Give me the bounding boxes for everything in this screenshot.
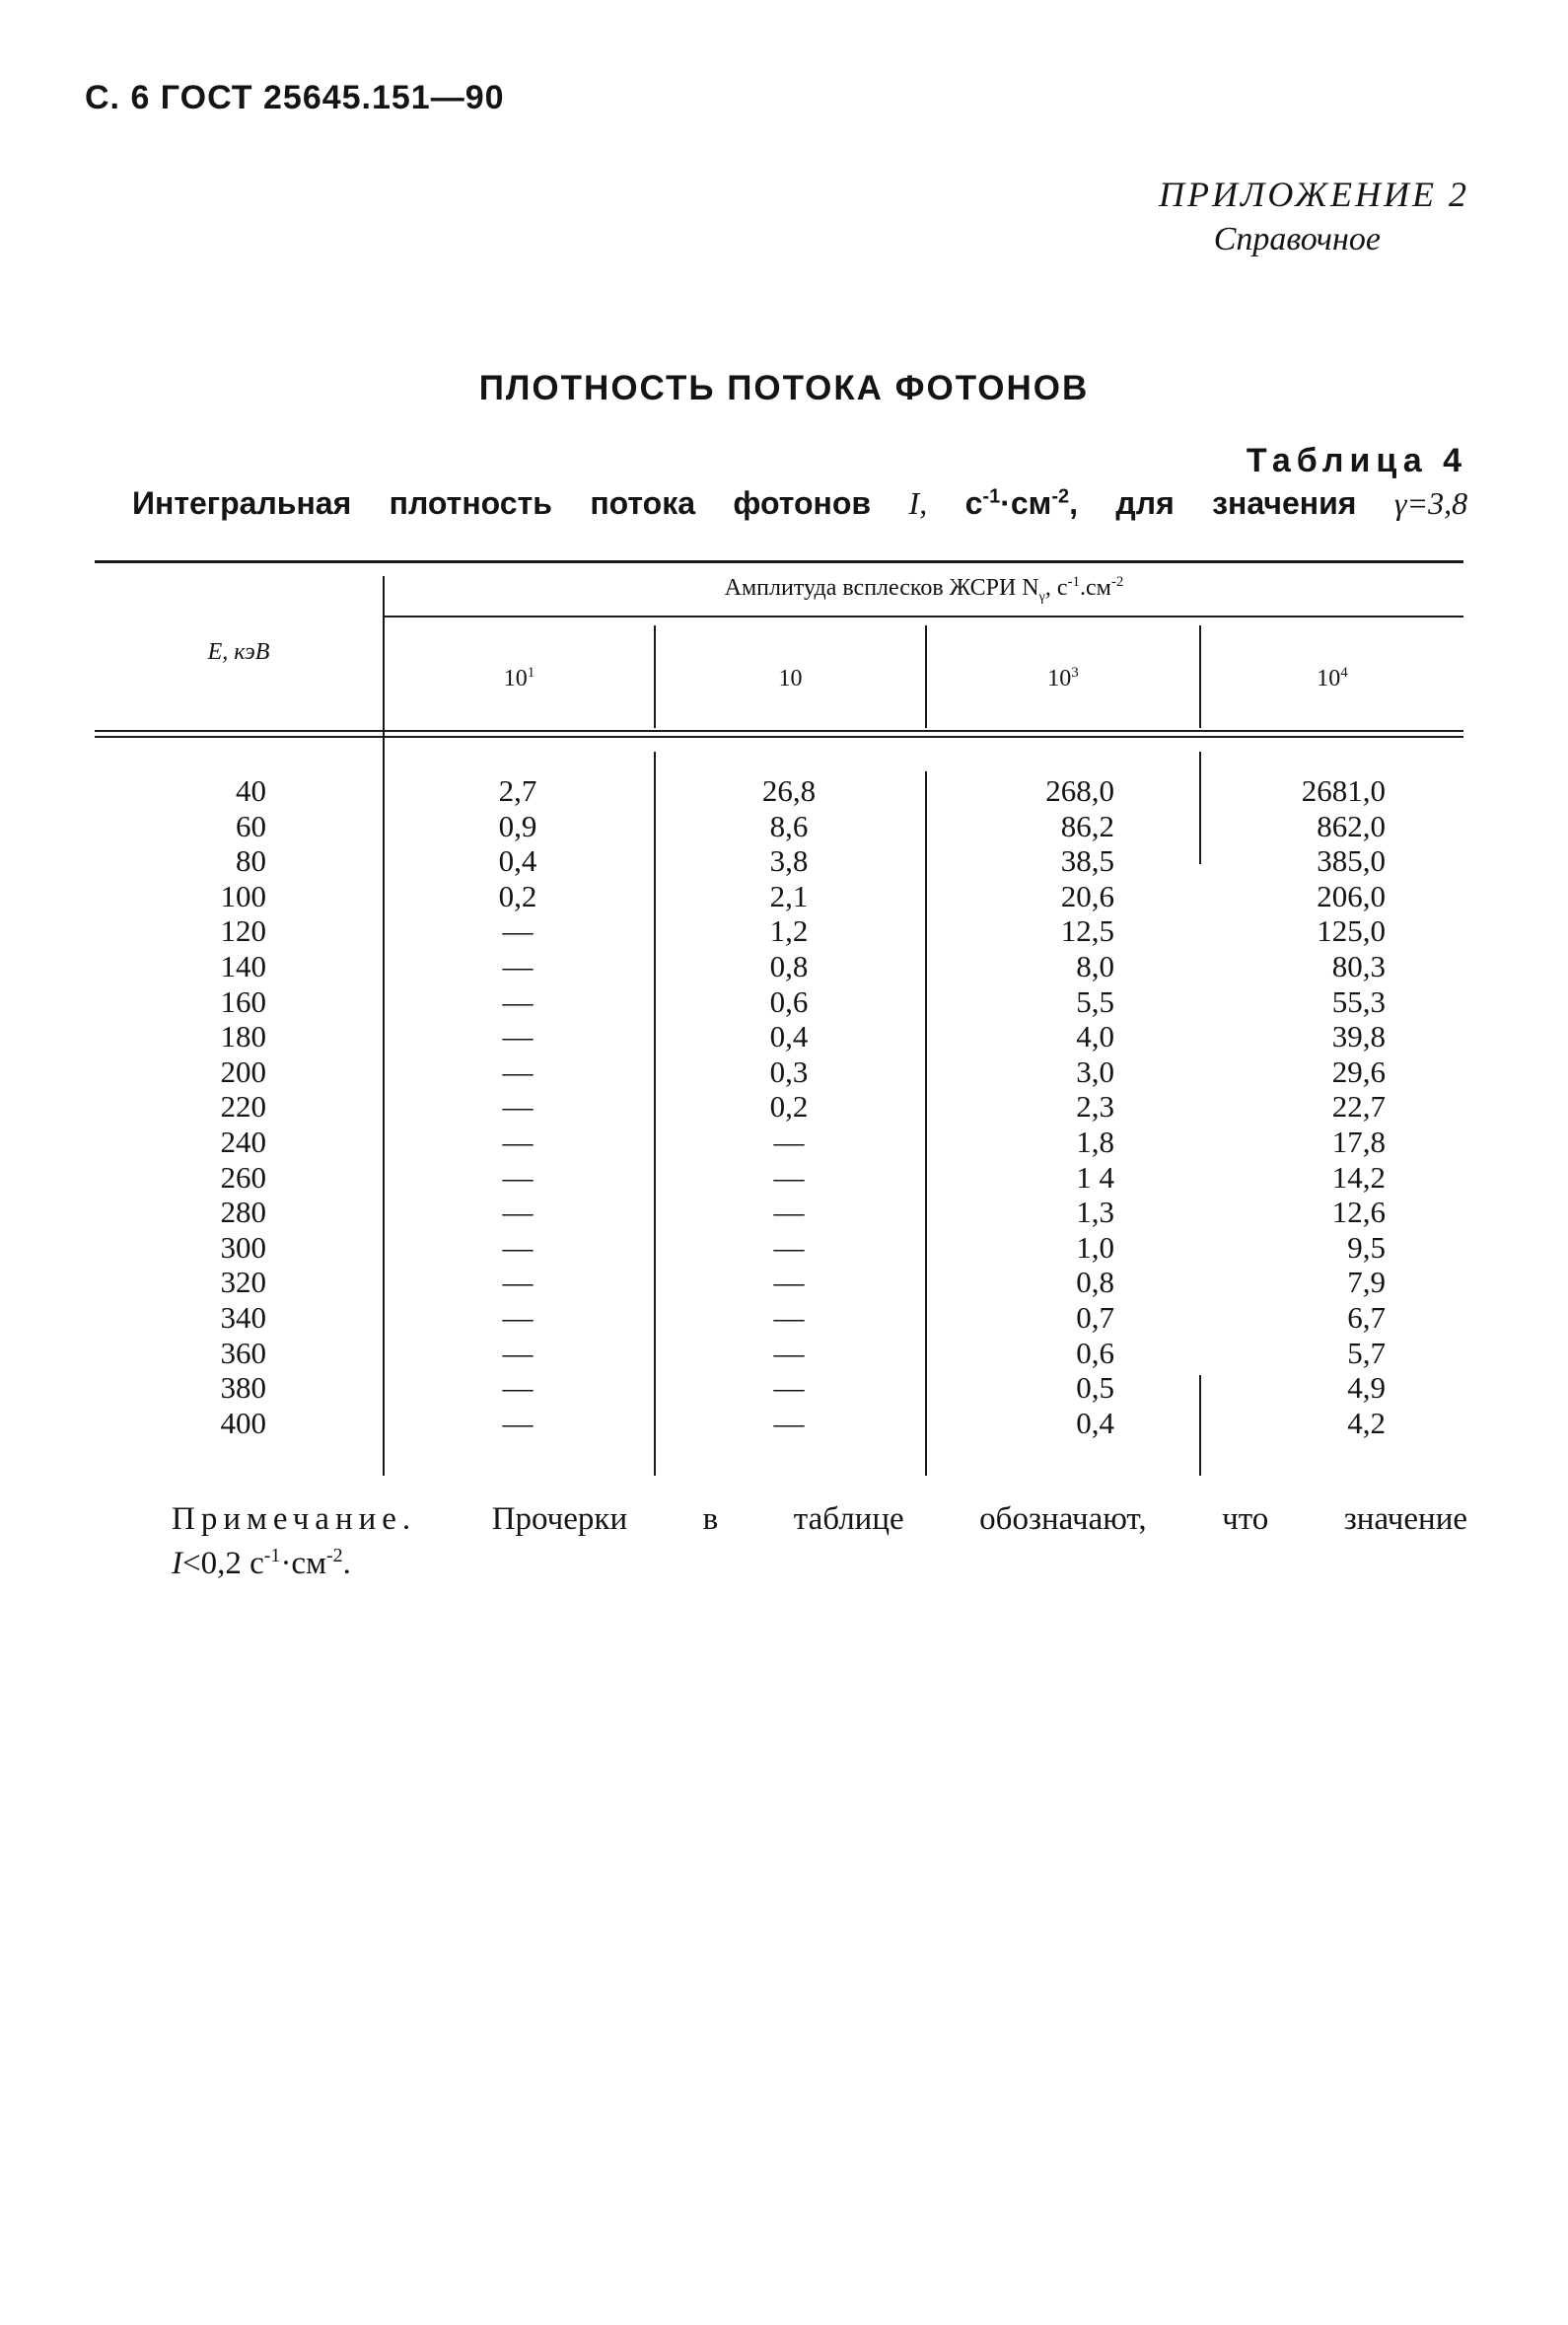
table-cell: — (502, 983, 534, 1019)
table-cell: 360 (220, 1335, 266, 1370)
table-cell: — (502, 1124, 534, 1159)
table-cell: 1,8 (1076, 1124, 1114, 1159)
table-cell: 120 (220, 913, 266, 949)
table-cell: 340 (220, 1299, 266, 1335)
value-column-3 (996, 773, 1114, 1440)
table-cell: — (773, 1159, 805, 1195)
table-cell: 180 (220, 1019, 266, 1054)
column-divider-3-body (1199, 752, 1201, 864)
table-caption (132, 485, 1467, 522)
table-cell: 80 (236, 843, 266, 879)
table-cell: 280 (220, 1195, 266, 1230)
table-cell: — (502, 1159, 534, 1195)
table-cell: — (502, 1265, 534, 1300)
header-rule-2 (95, 736, 1463, 738)
value-column-2 (725, 773, 853, 1440)
caption-units: $с^{-1}\cdot см^{-2}$, для значения (964, 485, 1357, 521)
table-cell: 40 (236, 773, 266, 808)
table-cell: 20,6 (1060, 878, 1114, 913)
page-header: С. 6 ГОСТ 25645.151—90 (85, 79, 505, 116)
table-cell: 22,7 (1331, 1089, 1386, 1125)
table-cell: 260 (220, 1159, 266, 1195)
table-cell: 2,7 (498, 773, 537, 808)
table-cell: — (502, 1370, 534, 1406)
table-cell: 6,7 (1347, 1299, 1386, 1335)
row-header-energy: Е, кэВ (207, 639, 270, 665)
table-cell: 0,6 (1076, 1335, 1114, 1370)
note-label: Примечание. (172, 1501, 417, 1537)
note-text: Прочерки в таблице обозначают, что значение (491, 1501, 1467, 1537)
table-cell: 12,6 (1331, 1195, 1386, 1230)
group-header-rule (385, 616, 1463, 618)
table-cell: 3,8 (769, 843, 809, 879)
table-cell: — (773, 1229, 805, 1265)
table-cell: — (502, 1089, 534, 1125)
table-cell: 3,0 (1076, 1054, 1114, 1089)
table-cell: 38,5 (1060, 843, 1114, 879)
table-cell: 0,3 (769, 1054, 809, 1089)
table-cell: 240 (220, 1124, 266, 1159)
table-cell: 4,0 (1076, 1019, 1114, 1054)
table-cell: 2,1 (769, 878, 809, 913)
table-cell: 2,3 (1076, 1089, 1114, 1125)
table-cell: 206,0 (1317, 878, 1386, 913)
table-note (172, 1501, 1467, 1538)
table-cell: 1 4 (1076, 1159, 1114, 1195)
table-cell: 29,6 (1331, 1054, 1386, 1089)
table-cell: — (773, 1335, 805, 1370)
column-divider-3-low (1199, 1375, 1201, 1476)
table-cell: — (502, 1229, 534, 1265)
table-cell: — (773, 1299, 805, 1335)
table-cell: 0,7 (1076, 1299, 1114, 1335)
table-cell: — (773, 1370, 805, 1406)
table-cell: 0,6 (769, 983, 809, 1019)
table-cell: 9,5 (1347, 1229, 1386, 1265)
table-cell: 220 (220, 1089, 266, 1125)
appendix-kind: Справочное (1213, 221, 1381, 257)
table-cell: 0,4 (498, 843, 537, 879)
col-header-3: $10^3$ (1047, 665, 1079, 691)
table-cell: 0,2 (498, 878, 537, 913)
table-cell: — (502, 1335, 534, 1370)
table-cell: 200 (220, 1054, 266, 1089)
table-cell: 5,7 (1347, 1335, 1386, 1370)
table-cell: 26,8 (761, 773, 817, 808)
table-number: Таблица 4 (1246, 442, 1467, 479)
column-divider-1-body (654, 752, 656, 1476)
table-cell: 14,2 (1331, 1159, 1386, 1195)
table-cell: — (502, 1195, 534, 1230)
table-cell: — (773, 1405, 805, 1440)
table-cell: 0,2 (769, 1089, 809, 1125)
table-cell: 320 (220, 1265, 266, 1300)
table-cell: 100 (220, 878, 266, 913)
table-cell: 380 (220, 1370, 266, 1406)
value-column-1 (454, 773, 582, 1440)
table-cell: 17,8 (1331, 1124, 1386, 1159)
table-cell: 60 (236, 808, 266, 843)
table-cell: — (502, 1299, 534, 1335)
table-cell: 0,8 (769, 948, 809, 983)
col-header-4: $10^4$ (1317, 665, 1348, 691)
value-column-4 (1252, 773, 1386, 1440)
table-cell: 300 (220, 1229, 266, 1265)
table-cell: — (502, 1019, 534, 1054)
column-divider-2-body (925, 771, 927, 1476)
energy-column (168, 773, 266, 1440)
column-divider-energy (383, 576, 385, 1476)
table-cell: 86,2 (1060, 808, 1114, 843)
table-cell: — (502, 913, 534, 949)
table-cell: 0,5 (1076, 1370, 1114, 1406)
header-rule-1 (95, 730, 1463, 732)
table-cell: — (502, 1405, 534, 1440)
table-cell: 0,9 (498, 808, 537, 843)
table-cell: 0,8 (1076, 1265, 1114, 1300)
group-header: Амплитуда всплесков ЖСРИ $N_\gamma$, $с^{-1}.см^{-2}$ (724, 574, 1124, 605)
document-title: ПЛОТНОСТЬ ПОТОКА ФОТОНОВ (478, 369, 1090, 407)
table-cell: 4,2 (1347, 1405, 1386, 1440)
table-cell: 12,5 (1060, 913, 1114, 949)
table-cell: 39,8 (1331, 1019, 1386, 1054)
table-cell: 1,3 (1076, 1195, 1114, 1230)
table-cell: 4,9 (1347, 1370, 1386, 1406)
table-cell: — (773, 1195, 805, 1230)
table-cell: 5,5 (1076, 983, 1114, 1019)
table-cell: 1,2 (769, 913, 809, 949)
table-cell: 160 (220, 983, 266, 1019)
table-cell: 125,0 (1317, 913, 1386, 949)
table-cell: 55,3 (1331, 983, 1386, 1019)
table-note-line2: I<0,2 $с^{-1}\cdot см^{-2}$. (172, 1545, 351, 1581)
table-cell: — (773, 1124, 805, 1159)
table-cell: 268,0 (1045, 773, 1114, 808)
table-cell: 862,0 (1317, 808, 1386, 843)
table-cell: — (502, 948, 534, 983)
col-header-1: $10^1$ (503, 665, 535, 691)
table-top-rule (95, 560, 1463, 563)
table-cell: 80,3 (1331, 948, 1386, 983)
caption-value: γ=3,8 (1393, 485, 1468, 521)
table-cell: 2681,0 (1301, 773, 1386, 808)
table-cell: 8,0 (1076, 948, 1114, 983)
table-cell: 1,0 (1076, 1229, 1114, 1265)
table-cell: 385,0 (1317, 843, 1386, 879)
table-cell: 0,4 (769, 1019, 809, 1054)
table-cell: 400 (220, 1405, 266, 1440)
caption-symbol: I, (908, 485, 928, 521)
caption-prefix: Интегральная плотность потока фотонов (132, 485, 872, 521)
table-cell: — (773, 1265, 805, 1300)
table-cell: 0,4 (1076, 1405, 1114, 1440)
table-cell: 140 (220, 948, 266, 983)
table-cell: — (502, 1054, 534, 1089)
table-cell: 7,9 (1347, 1265, 1386, 1300)
appendix-label: ПРИЛОЖЕНИЕ 2 (1159, 175, 1469, 214)
col-header-2: 10 (778, 666, 803, 691)
table-cell: 8,6 (769, 808, 809, 843)
